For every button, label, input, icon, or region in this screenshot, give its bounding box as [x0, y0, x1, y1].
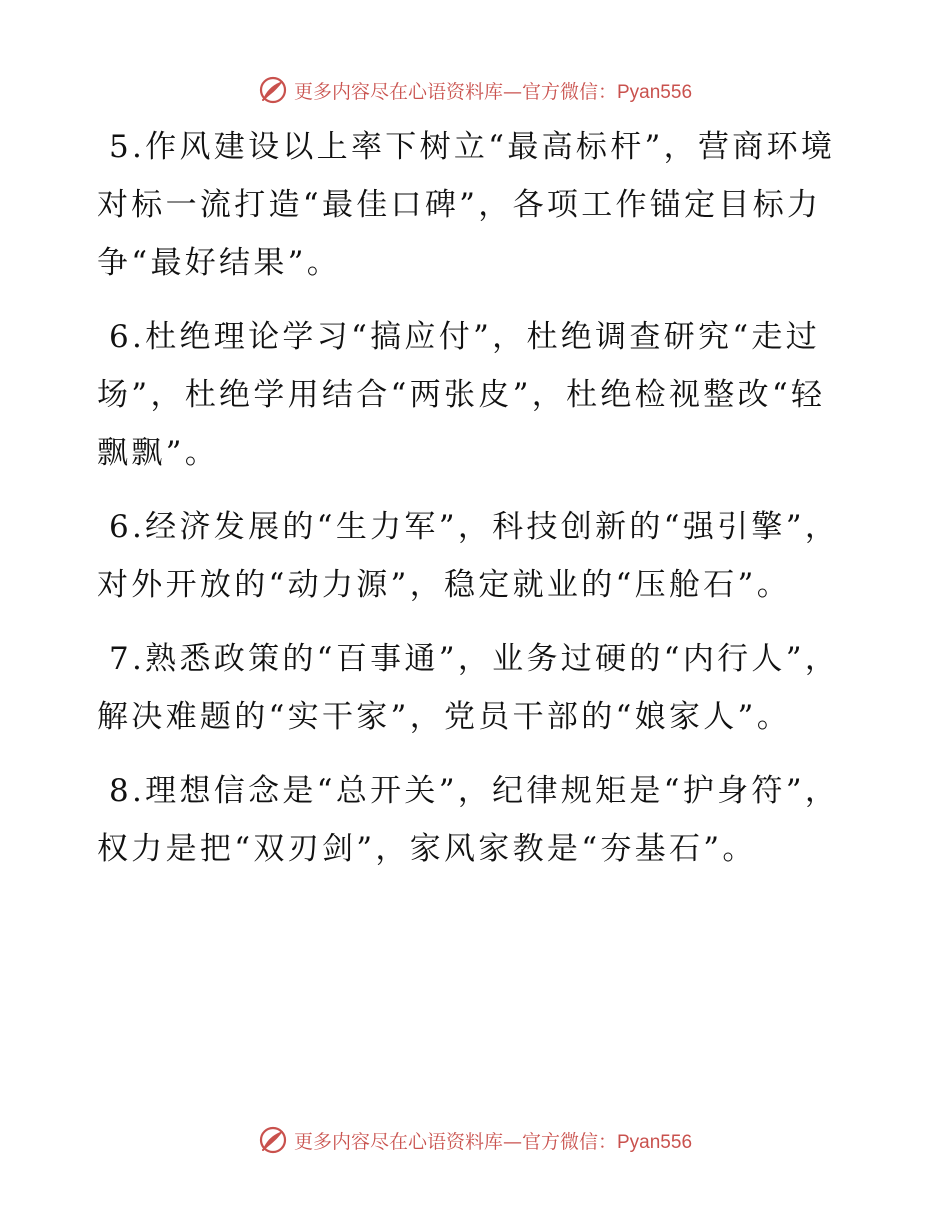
- document-body: [97, 118, 857, 894]
- wechat-id: Pyan556: [617, 1131, 693, 1153]
- pen-logo-icon: [258, 75, 288, 105]
- wechat-id: Pyan556: [617, 81, 693, 103]
- header-watermark: [0, 70, 950, 110]
- paragraph-2: 6.杜绝理论学习“搞应付”，杜绝调查研究“走过场”，杜绝学用结合“两张皮”，杜绝检视整改“轻飘飘”。: [97, 319, 826, 471]
- paragraph-3: 6.经济发展的“生力军”，科技创新的“强引擎”，对外开放的“动力源”，稳定就业的“压舱石”。: [97, 509, 840, 603]
- watermark-text: 更多内容尽在心语资料库—官方微信：Pyan556: [293, 80, 693, 103]
- footer-watermark: [0, 1120, 950, 1160]
- watermark-text: 更多内容尽在心语资料库—官方微信：Pyan556: [293, 1130, 693, 1153]
- paragraph-4: 7.熟悉政策的“百事通”，业务过硬的“内行人”，解决难题的“实干家”，党员干部的“娘家人”。: [97, 641, 840, 735]
- paragraph-5: 8.理想信念是“总开关”，纪律规矩是“护身符”，权力是把“双刃剑”，家风家教是“夯基石”。: [97, 773, 840, 867]
- pen-logo-icon: [258, 1125, 288, 1155]
- paragraph-1: 5.作风建设以上率下树立“最高标杆”，营商环境对标一流打造“最佳口碑”，各项工作锚定目标力争“最好结果”。: [97, 129, 836, 281]
